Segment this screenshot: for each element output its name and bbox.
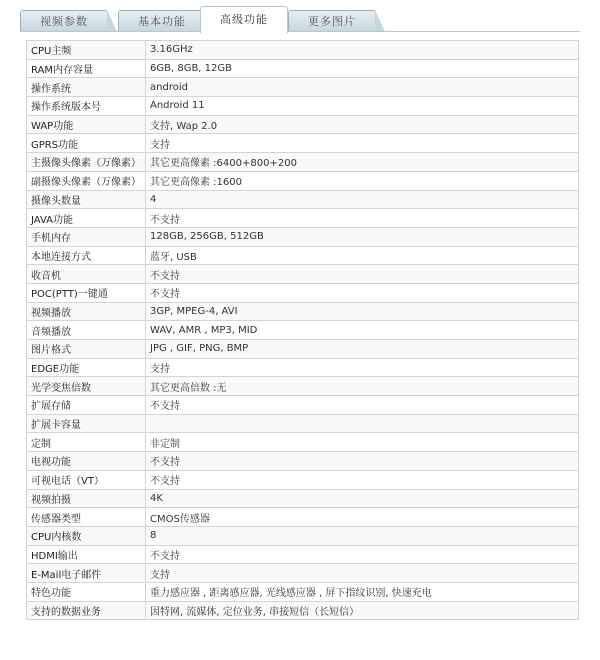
spec-key: E-Mail电子邮件 (27, 564, 146, 583)
spec-row (27, 396, 579, 415)
spec-row (27, 508, 579, 527)
spec-row (27, 526, 579, 545)
spec-row (27, 582, 579, 601)
spec-value: 其它更高像素 :1600 (146, 171, 579, 190)
spec-key: 摄像头数量 (27, 190, 146, 209)
spec-row (27, 59, 579, 78)
spec-value: 支持 (146, 564, 579, 583)
spec-row (27, 265, 579, 284)
spec-row (27, 414, 579, 433)
tab-video-params[interactable]: 视频参数 (20, 10, 108, 32)
spec-value: 不支持 (146, 265, 579, 284)
spec-key: 音频播放 (27, 321, 146, 340)
spec-key: 视频拍摄 (27, 489, 146, 508)
spec-value: 不支持 (146, 283, 579, 302)
spec-row (27, 227, 579, 246)
spec-value: 因特网, 流媒体, 定位业务, 串接短信（长短信） (146, 601, 579, 620)
spec-value: 支持, Wap 2.0 (146, 115, 579, 134)
spec-row (27, 171, 579, 190)
spec-key: 传感器类型 (27, 508, 146, 527)
spec-key: HDMI输出 (27, 545, 146, 564)
spec-key: EDGE功能 (27, 358, 146, 377)
spec-row (27, 246, 579, 265)
spec-key: 视频播放 (27, 302, 146, 321)
spec-row (27, 433, 579, 452)
spec-key: 图片格式 (27, 340, 146, 359)
spec-value: 其它更高倍数 :无 (146, 377, 579, 396)
spec-value: 重力感应器 , 距离感应器, 光线感应器 , 屏下指纹识别, 快速充电 (146, 582, 579, 601)
spec-row (27, 283, 579, 302)
spec-row (27, 209, 579, 228)
tab-basic-functions[interactable]: 基本功能 (118, 10, 206, 32)
spec-value: 蓝牙, USB (146, 246, 579, 265)
spec-row (27, 321, 579, 340)
spec-row (27, 601, 579, 620)
spec-key: GPRS功能 (27, 134, 146, 153)
spec-value: 不支持 (146, 545, 579, 564)
spec-row (27, 377, 579, 396)
spec-key: 本地连接方式 (27, 246, 146, 265)
spec-row (27, 452, 579, 471)
spec-row (27, 302, 579, 321)
spec-value: JPG , GIF, PNG, BMP (146, 340, 579, 359)
spec-value: 不支持 (146, 209, 579, 228)
spec-value: 不支持 (146, 452, 579, 471)
spec-key: 光学变焦倍数 (27, 377, 146, 396)
spec-value: 4 (146, 190, 579, 209)
spec-key: 操作系统版本号 (27, 97, 146, 116)
spec-value: 其它更高像素 :6400+800+200 (146, 153, 579, 172)
spec-row (27, 115, 579, 134)
spec-value: 3.16GHz (146, 41, 579, 60)
spec-row (27, 153, 579, 172)
spec-key: 副摄像头像素（万像素） (27, 171, 146, 190)
spec-value: CMOS传感器 (146, 508, 579, 527)
spec-row (27, 564, 579, 583)
tab-divider (20, 31, 580, 32)
tab-advanced-functions[interactable]: 高级功能 (200, 6, 288, 33)
spec-row (27, 134, 579, 153)
spec-key: POC(PTT)一键通 (27, 283, 146, 302)
spec-key: 操作系统 (27, 78, 146, 97)
spec-row (27, 97, 579, 116)
spec-row (27, 340, 579, 359)
spec-row (27, 358, 579, 377)
spec-value (146, 414, 579, 433)
tab-more-images[interactable]: 更多图片 (288, 10, 376, 32)
spec-table (26, 40, 579, 620)
spec-value: Android 11 (146, 97, 579, 116)
spec-value: 128GB, 256GB, 512GB (146, 227, 579, 246)
spec-value: android (146, 78, 579, 97)
spec-value: 不支持 (146, 470, 579, 489)
spec-key: 扩展卡容量 (27, 414, 146, 433)
spec-value: 4K (146, 489, 579, 508)
spec-key: CPU内核数 (27, 526, 146, 545)
spec-key: 扩展存储 (27, 396, 146, 415)
spec-value: 3GP, MPEG-4, AVI (146, 302, 579, 321)
spec-value: 支持 (146, 134, 579, 153)
spec-value: 不支持 (146, 396, 579, 415)
spec-value: 6GB, 8GB, 12GB (146, 59, 579, 78)
spec-value: WAV, AMR , MP3, MID (146, 321, 579, 340)
spec-value: 8 (146, 526, 579, 545)
spec-key: 特色功能 (27, 582, 146, 601)
spec-row (27, 545, 579, 564)
spec-key: 电视功能 (27, 452, 146, 471)
spec-key: 主摄像头像素（万像素） (27, 153, 146, 172)
spec-row (27, 41, 579, 60)
spec-value: 非定制 (146, 433, 579, 452)
spec-key: JAVA功能 (27, 209, 146, 228)
spec-key: CPU主频 (27, 41, 146, 60)
spec-key: 定制 (27, 433, 146, 452)
spec-value: 支持 (146, 358, 579, 377)
spec-key: 可视电话（VT） (27, 470, 146, 489)
spec-row (27, 470, 579, 489)
spec-key: 收音机 (27, 265, 146, 284)
spec-row (27, 489, 579, 508)
spec-key: RAM内存容量 (27, 59, 146, 78)
spec-row (27, 190, 579, 209)
tab-bar (20, 6, 580, 32)
spec-key: WAP功能 (27, 115, 146, 134)
spec-key: 手机内存 (27, 227, 146, 246)
spec-row (27, 78, 579, 97)
spec-key: 支持的数据业务 (27, 601, 146, 620)
